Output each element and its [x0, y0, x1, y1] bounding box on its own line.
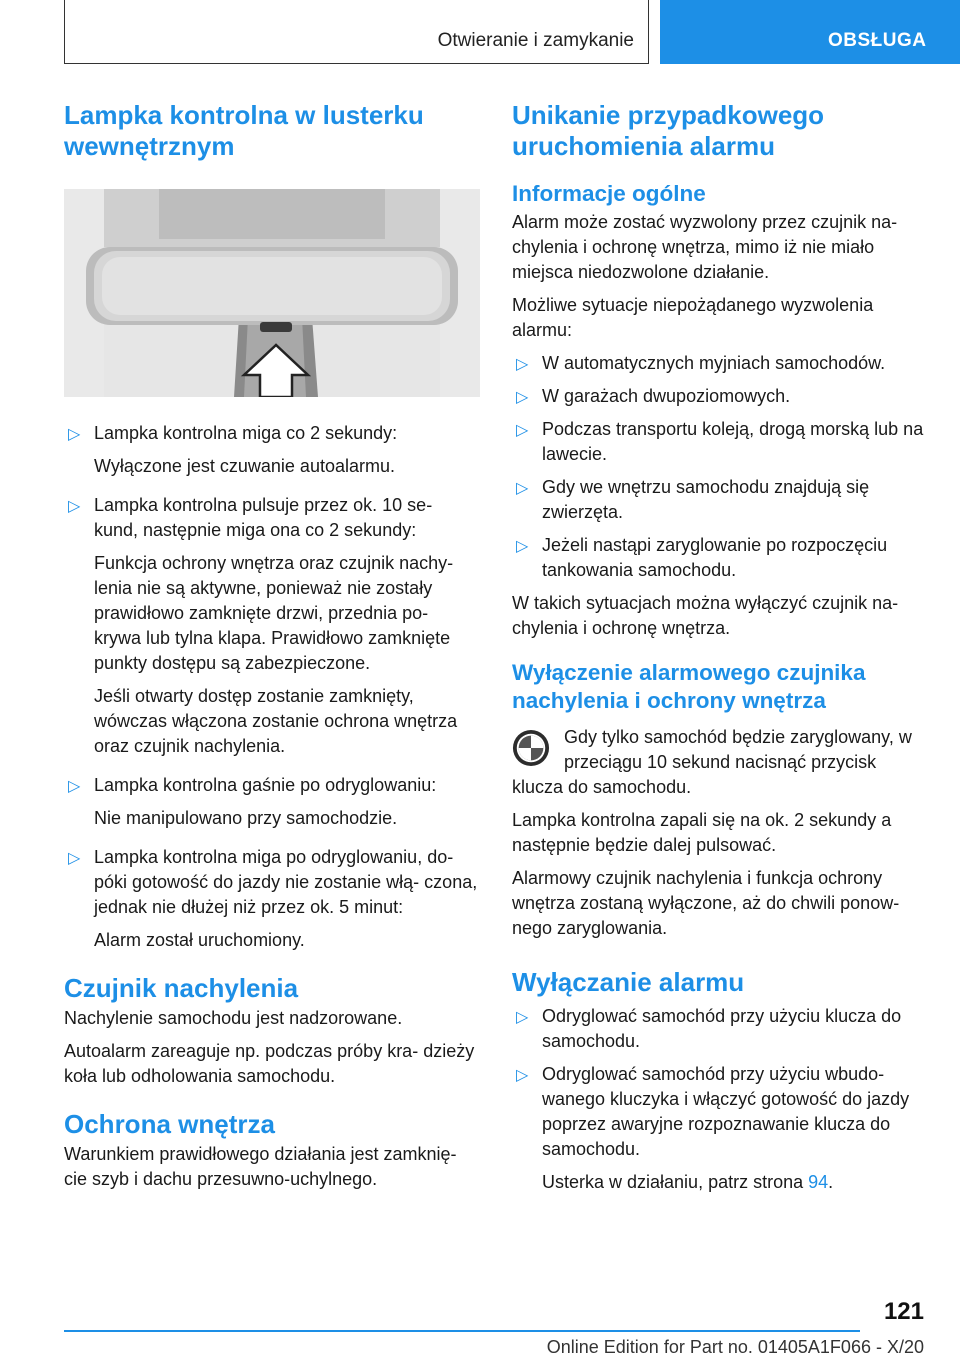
heading-tilt-sensor: Czujnik nachylenia — [64, 973, 299, 1003]
bullet-triangle-icon: ▷ — [516, 1009, 529, 1026]
header-section-box — [64, 0, 649, 64]
list-item-detail: Jeśli otwarty dostęp zostanie zamknięty, wówczas włączona zostanie ochrona wnętrza oraz czujnik nachylenia. — [94, 686, 458, 756]
list-item — [64, 773, 480, 798]
list-item-text: Podczas transportu koleją, drogą morską lub na lawecie. — [542, 419, 924, 464]
list-item-text: W garażach dwupoziomowych. — [542, 386, 791, 406]
disable-paragraph-3: Alarmowy czujnik nachylenia i funkcja ochrony wnętrza zostaną wyłączone, aż do chwili ponow- nego zaryglowania. — [512, 868, 900, 938]
list-item — [64, 845, 480, 920]
bullet-triangle-icon: ▷ — [516, 538, 529, 555]
bmw-key-icon — [512, 729, 550, 767]
general-paragraph-2: Możliwe sytuacje niepożądanego wyzwolenia alarmu: — [512, 295, 874, 340]
list-item — [512, 1062, 930, 1162]
list-item-text: W automatycznych myjniach samochodów. — [542, 353, 886, 373]
mirror-illustration — [64, 189, 480, 397]
list-item — [512, 475, 930, 525]
list-item-detail: Alarm został uruchomiony. — [94, 930, 305, 950]
list-item — [512, 533, 930, 583]
heading-disable-sensor: Wyłączenie alarmowego czujnika nachylenia i ochrony wnętrza — [512, 660, 866, 713]
list-item-text: Jeżeli nastąpi zaryglowanie po rozpoczęciu tankowania samochodu. — [542, 535, 888, 580]
bullet-triangle-icon: ▷ — [516, 389, 529, 406]
page-link-94[interactable]: 94 — [808, 1172, 829, 1192]
protection-paragraph: Warunkiem prawidłowego działania jest zamknię- cie szyb i dachu przesuwno-uchylnego. — [64, 1144, 457, 1189]
footer-divider — [64, 1330, 860, 1332]
header-section-title: Otwieranie i zamykanie — [437, 30, 634, 51]
list-item — [512, 417, 930, 467]
situations-list — [512, 351, 930, 591]
disable-instruction — [512, 725, 930, 800]
bullet-triangle-icon: ▷ — [68, 498, 81, 515]
bullet-triangle-icon: ▷ — [68, 778, 81, 795]
mirror-image-icon — [64, 189, 480, 397]
heading-general-info: Informacje ogólne — [512, 181, 706, 206]
header-tab[interactable] — [660, 0, 960, 64]
indicator-states-list — [64, 421, 480, 953]
list-item-text: Odryglować samochód przy użyciu wbudo- wanego kluczyka i włączyć gotowość do jazdy poprzez awaryjne rozpoznawanie klucza do samochodu. — [542, 1064, 910, 1159]
tilt-paragraph-2: Autoalarm zareaguje np. podczas próby kra- dzieży koła lub odholowania samochodu. — [64, 1041, 475, 1086]
left-column — [64, 100, 480, 1192]
bullet-triangle-icon: ▷ — [516, 480, 529, 497]
bullet-triangle-icon: ▷ — [516, 356, 529, 373]
footer-edition: Online Edition for Part no. 01405A1F066 - X/20 — [546, 1337, 924, 1357]
list-item — [512, 1004, 930, 1054]
heading-indicator-light: Lampka kontrolna w lusterku wewnętrznym — [64, 100, 424, 161]
list-item-detail: Wyłączone jest czuwanie autoalarmu. — [94, 456, 395, 476]
bullet-triangle-icon: ▷ — [516, 1067, 529, 1084]
list-item-text: Odryglować samochód przy użyciu klucza do samochodu. — [542, 1006, 902, 1051]
list-item-text: Lampka kontrolna miga po odryglowaniu, do- póki gotowość do jazdy nie zostanie włą- czona, jednak nie dłużej niż przez ok. 5 minut: — [94, 847, 478, 917]
bullet-triangle-icon: ▷ — [516, 422, 529, 439]
tilt-paragraph-1: Nachylenie samochodu jest nadzorowane. — [64, 1008, 403, 1028]
list-item — [64, 493, 480, 543]
general-paragraph-3: W takich sytuacjach można wyłączyć czujnik na- chylenia i ochronę wnętrza. — [512, 593, 899, 638]
general-paragraph-1: Alarm może zostać wyzwolony przez czujnik na- chylenia i ochronę wnętrza, mimo iż nie miało miejsca niedozwolone działanie. — [512, 212, 898, 282]
list-item-text: Lampka kontrolna miga co 2 sekundy: — [94, 423, 398, 443]
right-column — [512, 100, 930, 1195]
header-tab-label: OBSŁUGA — [828, 30, 927, 51]
heading-avoid-alarm: Unikanie przypadkowego uruchomienia alarmu — [512, 100, 825, 161]
reference-text: Usterka w działaniu, patrz strona — [542, 1172, 809, 1192]
reference-suffix: . — [828, 1172, 834, 1192]
list-item-text: Lampka kontrolna gaśnie po odryglowaniu: — [94, 775, 437, 795]
list-item-detail: Funkcja ochrony wnętrza oraz czujnik nachy- lenia nie są aktywne, ponieważ nie zostały prawidłowo zamknięte drzwi, przednia po- krywa lub tylna klapa. Prawidłowo zamknięte punkty dostępu są zabezpieczone. — [94, 553, 454, 673]
list-item — [512, 351, 930, 376]
list-item-detail: Nie manipulowano przy samochodzie. — [94, 808, 398, 828]
list-item — [64, 421, 480, 446]
list-item-text: Gdy we wnętrzu samochodu znajdują się zwierzęta. — [542, 477, 870, 522]
heading-interior-protection: Ochrona wnętrza — [64, 1109, 275, 1139]
heading-turn-off-alarm: Wyłączanie alarmu — [512, 967, 745, 997]
bullet-triangle-icon: ▷ — [68, 426, 81, 443]
list-item-text: Lampka kontrolna pulsuje przez ok. 10 se- kund, następnie miga ona co 2 sekundy: — [94, 495, 433, 540]
disable-paragraph-2: Lampka kontrolna zapali się na ok. 2 sekundy a następnie będzie dalej pulsować. — [512, 810, 892, 855]
page-number: 121 — [883, 1298, 924, 1325]
alarm-reference — [512, 1170, 930, 1195]
turn-off-alarm-list — [512, 1004, 930, 1170]
bullet-triangle-icon: ▷ — [68, 850, 81, 867]
list-item — [512, 384, 930, 409]
disable-paragraph-1: Gdy tylko samochód będzie zaryglowany, w przeciągu 10 sekund nacisnąć przycisk klucza do samochodu. — [512, 727, 912, 797]
